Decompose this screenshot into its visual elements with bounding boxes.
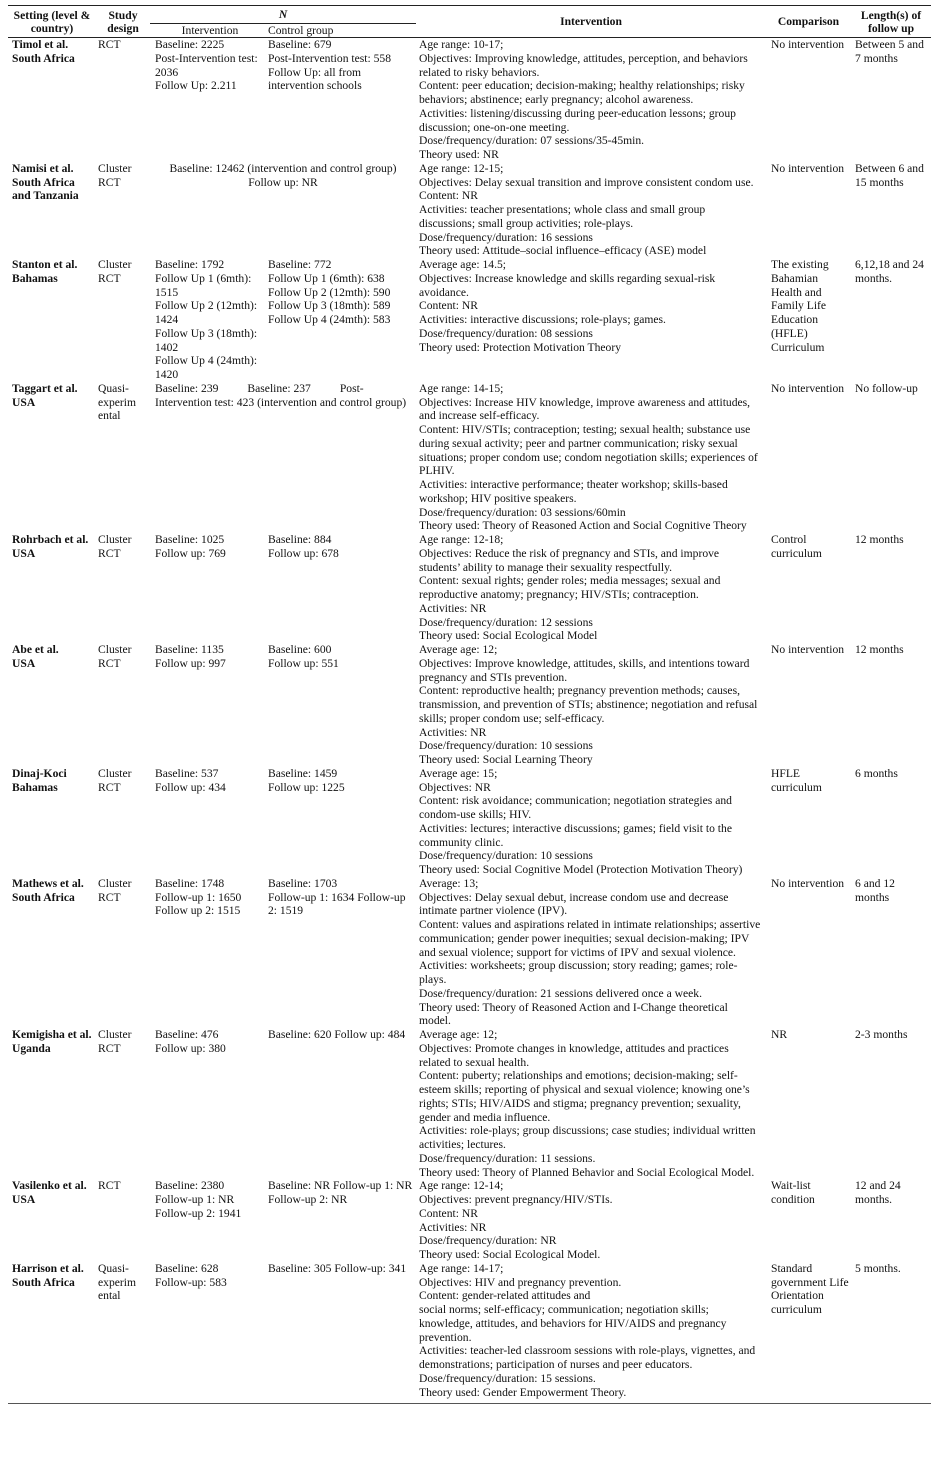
n-intervention-cell	[150, 258, 264, 382]
intervention-line: Objectives: NR	[419, 780, 491, 794]
follow-up-length-cell: 6 months	[855, 766, 898, 780]
intervention-line: Average age: 12;	[419, 643, 498, 656]
study-design-cell: Cluster RCT	[98, 258, 132, 285]
table-row	[8, 258, 931, 382]
n-control-cell	[264, 643, 416, 767]
setting-line: South Africa	[12, 1275, 75, 1289]
follow-up-length-cell: Between 5 and 7 months	[855, 38, 924, 65]
table-header	[8, 6, 931, 38]
study-design-cell: Quasi-experim ental	[96, 1262, 150, 1404]
intervention-line: Content: NR	[419, 189, 478, 203]
n-line: Baseline: 12462 (intervention and control group)	[169, 161, 397, 175]
follow-up-length-cell: 6,12,18 and 24 months.	[855, 258, 924, 285]
follow-up-length-cell: 12 months	[855, 533, 904, 546]
intervention-line: Content: puberty; relationships and emotions; decision-making; self-esteem skills; reporting of physical and sexual violence; knowing one’s rights; STIs; HIV/AIDS and stigma; pregnancy prevention; sexuality, gender and media influence.	[419, 1069, 750, 1124]
setting-line: Stanton et al.	[12, 258, 78, 271]
n-line: Follow up: 769	[155, 546, 226, 560]
setting-line: Rohrbach et al.	[12, 533, 89, 546]
n-line: Baseline: 537	[155, 766, 219, 780]
intervention-line: Objectives: prevent pregnancy/HIV/STIs.	[419, 1193, 613, 1206]
intervention-line: Dose/frequency/duration: 08 sessions	[419, 326, 593, 340]
setting-line: Taggart et al.	[12, 381, 78, 395]
n-line: Follow Up: all from intervention schools	[268, 65, 362, 93]
intervention-line: Theory used: Social Learning Theory	[419, 753, 593, 766]
n-line: Baseline: NR Follow-up 1: NR Follow-up 2: NR	[268, 1179, 413, 1206]
header-n-control: Control group	[264, 24, 416, 38]
n-combined-cell: Baseline: 239 Baseline: 237 Post-Intervention test: 423 (intervention and control group)	[155, 381, 407, 409]
setting-cell	[8, 643, 96, 767]
intervention-line: Activities: NR	[419, 1220, 487, 1234]
follow-up-length-cell: Between 6 and 15 months	[855, 161, 924, 189]
comparison-cell: The existing Bahamian Health and Family Life Education (HFLE) Curriculum	[771, 258, 829, 354]
intervention-line: Objectives: Increase knowledge and skills regarding sexual-risk avoidance.	[419, 271, 716, 299]
intervention-line: Content: values and aspirations related in intimate relationships; assertive communication; gender power inequities; sexual decision-making; IPV and sexual violence; support for victims of IPV and sexual violence.	[419, 918, 761, 959]
intervention-line: Objectives: Delay sexual transition and improve consistent condom use.	[419, 175, 754, 189]
n-line: Follow Up 1 (6mth): 1515	[155, 271, 252, 299]
intervention-line: Age range: 14-17;	[419, 1261, 504, 1275]
n-control-cell	[264, 258, 416, 382]
n-line: Follow Up 4 (24mth): 1420	[155, 354, 258, 381]
table-row	[8, 767, 931, 877]
study-design-cell: Cluster RCT	[98, 876, 132, 904]
intervention-line: Dose/frequency/duration: NR	[419, 1234, 557, 1248]
setting-line: Kemigisha et al.	[12, 1028, 92, 1041]
table-body	[8, 38, 931, 1404]
intervention-line: Objectives: Improve knowledge, attitudes, skills, and intentions toward pregnancy and STIs prevention.	[419, 656, 750, 684]
intervention-line: social norms; self-efficacy; communication; negotiation skills; knowledge, attitudes, and behaviors for HIV/AIDS and pregnancy prevention.	[419, 1303, 727, 1344]
n-line: Baseline: 772	[268, 258, 332, 271]
setting-line: Namisi et al.	[12, 161, 74, 175]
intervention-line: Objectives: Reduce the risk of pregnancy and STIs, and improve students’ ability to manage their sexuality respectfully.	[419, 546, 720, 574]
follow-up-length-cell: 2-3 months	[855, 1028, 908, 1041]
n-line: Post-Intervention test: 2036	[155, 51, 258, 79]
table-row	[8, 382, 931, 533]
n-line: Follow up: 1225	[268, 780, 345, 794]
n-intervention-cell	[150, 877, 264, 1028]
intervention-line: Activities: NR	[419, 601, 487, 615]
n-line: Post-Intervention test: 558	[268, 51, 392, 65]
n-line: Follow up: 380	[155, 1041, 226, 1055]
n-line: Baseline: 679	[268, 38, 332, 51]
intervention-line: Theory used: Theory of Planned Behavior and Social Ecological Model.	[419, 1165, 755, 1179]
n-control-cell	[264, 533, 416, 643]
intervention-line: Theory used: Protection Motivation Theory	[419, 340, 621, 354]
intervention-cell	[416, 643, 766, 767]
intervention-line: Dose/frequency/duration: 10 sessions	[419, 849, 593, 863]
n-line: Follow-up: 583	[155, 1275, 227, 1289]
header-study-design: Study design	[96, 6, 150, 38]
intervention-line: Theory used: Attitude–social influence–efficacy (ASE) model	[419, 244, 707, 258]
study-design-cell: Cluster RCT	[98, 643, 132, 670]
n-line: Baseline: 1025	[155, 533, 225, 546]
intervention-line: Activities: listening/discussing during peer-education lessons; group discussion; one-on-one meeting.	[419, 106, 736, 134]
setting-line: South Africa	[12, 51, 75, 65]
setting-cell	[8, 38, 96, 162]
setting-cell	[8, 533, 96, 643]
comparison-cell: NR	[771, 1028, 788, 1041]
study-design-cell: Cluster RCT	[98, 1028, 132, 1055]
intervention-line: Theory used: Social Ecological Model.	[419, 1248, 601, 1261]
n-line: Baseline: 1135	[155, 643, 224, 656]
comparison-cell: No intervention	[771, 38, 845, 51]
setting-line: South Africa and Tanzania	[12, 175, 79, 203]
n-control-cell	[264, 38, 416, 162]
intervention-cell	[416, 258, 766, 382]
setting-line: Abe et al.	[12, 643, 59, 656]
setting-line: Harrison et al.	[12, 1261, 84, 1275]
n-intervention-cell	[150, 767, 264, 877]
intervention-line: Age range: 12-15;	[419, 161, 504, 175]
intervention-line: Theory used: Social Cognitive Model (Protection Motivation Theory)	[419, 863, 743, 876]
study-characteristics-table	[8, 5, 931, 1404]
follow-up-length-cell: 12 months	[855, 643, 904, 656]
intervention-cell	[416, 1262, 766, 1404]
n-line: Baseline: 884	[268, 533, 332, 546]
intervention-line: Activities: lectures; interactive discussions; games; field visit to the community clinic.	[419, 821, 732, 849]
intervention-line: Theory used: Gender Empowerment Theory.	[419, 1385, 627, 1399]
intervention-line: Dose/frequency/duration: 03 sessions/60min	[419, 505, 626, 519]
intervention-line: Dose/frequency/duration: 07 sessions/35-45min.	[419, 134, 645, 148]
intervention-line: Dose/frequency/duration: 11 sessions.	[419, 1151, 596, 1165]
setting-line: Timol et al.	[12, 38, 69, 51]
intervention-cell	[416, 1179, 766, 1262]
n-line: Follow Up 4 (24mth): 583	[268, 313, 391, 326]
setting-line: Mathews et al.	[12, 876, 84, 890]
intervention-line: Objectives: Increase HIV knowledge, improve awareness and attitudes, and increase self-efficacy.	[419, 395, 751, 423]
comparison-cell: Wait-list condition	[771, 1179, 815, 1206]
setting-cell	[8, 1028, 96, 1179]
table-row	[8, 533, 931, 643]
n-intervention-cell	[150, 1179, 264, 1262]
n-combined-cell	[150, 162, 416, 258]
intervention-line: Dose/frequency/duration: 16 sessions	[419, 230, 593, 244]
intervention-line: Content: sexual rights; gender roles; media messages; sexual and reproductive anatomy; pregnancy; HIV/STIs; contraception.	[419, 574, 721, 601]
setting-cell	[8, 382, 96, 533]
intervention-line: Activities: NR	[419, 725, 487, 739]
n-line: Follow Up 1 (6mth): 638	[268, 271, 385, 285]
comparison-cell: No intervention	[771, 876, 845, 890]
n-line: Follow-up 2: 1941	[155, 1206, 242, 1220]
intervention-line: Age range: 12-18;	[419, 533, 504, 546]
intervention-line: Theory used: Social Ecological Model	[419, 629, 598, 643]
comparison-cell: No intervention	[771, 381, 845, 395]
intervention-line: Theory used: Theory of Reasoned Action and Social Cognitive Theory	[419, 519, 747, 533]
n-control-cell	[264, 877, 416, 1028]
table-row	[8, 1028, 931, 1179]
n-control-cell	[264, 767, 416, 877]
header-n: N	[150, 6, 416, 24]
setting-cell	[8, 258, 96, 382]
study-design-cell: Cluster RCT	[98, 766, 132, 794]
header-setting: Setting (level & country)	[8, 6, 96, 38]
comparison-cell: No intervention	[771, 643, 845, 656]
n-line: Follow up: 678	[268, 546, 339, 560]
n-line: Baseline: 305 Follow-up: 341	[268, 1261, 407, 1275]
intervention-line: Content: reproductive health; pregnancy prevention methods; causes, transmission, and prevention of STIs; abstinence; negotiation and refusal skills; proper condom use; self-efficacy.	[419, 684, 758, 725]
comparison-cell: Control curriculum	[771, 533, 822, 560]
setting-cell	[8, 1262, 96, 1404]
n-intervention-cell	[150, 533, 264, 643]
intervention-line: Content: NR	[419, 299, 478, 313]
follow-up-length-cell: 6 and 12 months	[855, 876, 895, 904]
n-line: Follow Up: 2.211	[155, 79, 237, 93]
n-intervention-cell	[150, 1262, 264, 1404]
study-design-cell: RCT	[98, 38, 121, 51]
intervention-line: Activities: worksheets; group discussion; story reading; games; role-plays.	[419, 959, 738, 986]
table-row	[8, 1262, 931, 1404]
n-line: Baseline: 1748	[155, 876, 225, 890]
n-line: Follow Up 3 (18mth): 589	[268, 299, 391, 313]
intervention-line: Content: gender-related attitudes and	[419, 1289, 591, 1303]
n-intervention-cell	[150, 643, 264, 767]
n-line: Baseline: 620 Follow up: 484	[268, 1028, 406, 1041]
intervention-line: Objectives: Improving knowledge, attitudes, perception, and behaviors related to risky behaviors.	[419, 51, 748, 79]
n-line: Follow-up 1: NR	[155, 1193, 235, 1206]
setting-line: Bahamas	[12, 271, 58, 285]
intervention-line: Content: peer education; decision-making; healthy relationships; risky behaviors; abstinence; early pregnancy; alcohol awareness.	[419, 79, 745, 106]
n-line: Follow up: 997	[155, 656, 226, 670]
study-design-cell: RCT	[98, 1179, 121, 1193]
study-design-cell: Cluster RCT	[98, 161, 132, 189]
header-intervention: Intervention	[416, 6, 766, 38]
comparison-cell: HFLE curriculum	[771, 766, 822, 794]
comparison-cell: Standard government Life Orientation curriculum	[766, 1262, 851, 1404]
follow-up-length-cell: 12 and 24 months.	[855, 1179, 901, 1206]
n-line: Baseline: 1459	[268, 766, 338, 780]
n-intervention-cell	[150, 38, 264, 162]
follow-up-length-cell: 5 months.	[851, 1262, 931, 1404]
intervention-cell	[416, 767, 766, 877]
n-intervention-cell	[150, 1028, 264, 1179]
n-line: Baseline: 1703	[268, 876, 338, 890]
setting-line: Bahamas	[12, 780, 58, 794]
n-control-cell	[264, 1028, 416, 1179]
header-comparison: Comparison	[766, 6, 851, 38]
n-line: Follow Up 3 (18mth): 1402	[155, 326, 258, 354]
n-line: Baseline: 2225	[155, 38, 225, 51]
setting-line: USA	[12, 546, 36, 560]
intervention-cell	[416, 38, 766, 162]
n-control-cell	[264, 1262, 416, 1404]
setting-line: Vasilenko et al.	[12, 1179, 87, 1193]
intervention-line: Content: HIV/STIs; contraception; testing; sexual health; substance use during sexual activity; peer and partner communication; risky sexual situations; proper condom use; condom negotiation skills; experiences of PLHIV.	[419, 423, 758, 478]
setting-line: USA	[12, 395, 36, 409]
n-line: Follow up: 434	[155, 780, 226, 794]
setting-line: Uganda	[12, 1041, 51, 1055]
intervention-cell	[416, 162, 766, 258]
n-line: Follow up: NR	[248, 175, 318, 189]
intervention-line: Content: NR	[419, 1206, 478, 1220]
setting-cell	[8, 877, 96, 1028]
table-row	[8, 1179, 931, 1262]
intervention-line: Content: risk avoidance; communication; negotiation strategies and condom-use skills; HIV.	[419, 794, 732, 821]
setting-line: USA	[12, 656, 36, 670]
intervention-line: Dose/frequency/duration: 21 sessions delivered once a week.	[419, 986, 702, 1000]
n-line: Baseline: 1792	[155, 258, 225, 271]
intervention-line: Dose/frequency/duration: 12 sessions	[419, 615, 593, 629]
intervention-line: Age range: 14-15;	[419, 381, 504, 395]
intervention-line: Average age: 14.5;	[419, 258, 507, 271]
header-length-follow-up: Length(s) of follow up	[851, 6, 931, 38]
intervention-line: Average age: 15;	[419, 766, 498, 780]
intervention-line: Objectives: Promote changes in knowledge, attitudes and practices related to sexual health.	[419, 1041, 729, 1069]
setting-cell	[8, 767, 96, 877]
n-line: Baseline: 600	[268, 643, 332, 656]
n-line: Baseline: 628	[155, 1261, 219, 1275]
setting-cell	[8, 1179, 96, 1262]
intervention-line: Age range: 12-14;	[419, 1179, 504, 1193]
study-design-cell: Cluster RCT	[98, 533, 132, 560]
intervention-line: Average age: 12;	[419, 1028, 498, 1041]
intervention-line: Dose/frequency/duration: 10 sessions	[419, 739, 593, 753]
intervention-line: Activities: teacher presentations; whole class and small group discussions; small group activities; role-plays.	[419, 203, 706, 230]
n-line: Follow up: 551	[268, 656, 339, 670]
n-line: Follow Up 2 (12mth): 1424	[155, 299, 258, 326]
intervention-line: Dose/frequency/duration: 15 sessions.	[419, 1371, 596, 1385]
intervention-line: Objectives: HIV and pregnancy prevention.	[419, 1275, 622, 1289]
intervention-line: Activities: interactive discussions; role-plays; games.	[419, 313, 666, 326]
setting-line: Dinaj-Koci	[12, 766, 67, 780]
comparison-cell: No intervention	[771, 161, 845, 175]
intervention-line: Average: 13;	[419, 876, 479, 890]
table-row	[8, 877, 931, 1028]
header-n-intervention: Intervention	[150, 24, 264, 38]
intervention-line: Activities: teacher-led classroom sessions with role-plays, vignettes, and demonstrations; participation of nurses and peer educators.	[419, 1344, 756, 1371]
table-row	[8, 162, 931, 258]
n-line: Baseline: 476	[155, 1028, 219, 1041]
n-control-cell	[264, 1179, 416, 1262]
n-line: Follow-up 1: 1634 Follow-up 2: 1519	[268, 890, 406, 918]
intervention-cell	[416, 382, 766, 533]
intervention-line: Activities: interactive performance; theater workshop; skills-based workshop; HIV positive speakers.	[419, 478, 728, 505]
intervention-cell	[416, 533, 766, 643]
intervention-line: Objectives: Delay sexual debut, increase condom use and decrease intimate partner violence (IPV).	[419, 890, 729, 918]
intervention-cell	[416, 877, 766, 1028]
intervention-line: Activities: role-plays; group discussions; case studies; individual written activities; lectures.	[419, 1124, 756, 1151]
n-line: Follow-up 1: 1650	[155, 890, 242, 904]
table-row	[8, 38, 931, 162]
intervention-line: Age range: 10-17;	[419, 38, 504, 51]
n-line: Follow Up 2 (12mth): 590	[268, 285, 391, 299]
table-row	[8, 643, 931, 767]
n-line: Follow up 2: 1515	[155, 904, 241, 918]
intervention-line: Theory used: NR	[419, 148, 499, 161]
study-design-cell: Quasi-experim ental	[98, 381, 136, 423]
setting-line: South Africa	[12, 890, 75, 904]
setting-line: USA	[12, 1193, 36, 1206]
intervention-line: Theory used: Theory of Reasoned Action and I-Change theoretical model.	[419, 1000, 728, 1028]
follow-up-length-cell: No follow-up	[855, 381, 918, 395]
setting-cell	[8, 162, 96, 258]
n-line: Baseline: 2380	[155, 1179, 225, 1193]
intervention-cell	[416, 1028, 766, 1179]
